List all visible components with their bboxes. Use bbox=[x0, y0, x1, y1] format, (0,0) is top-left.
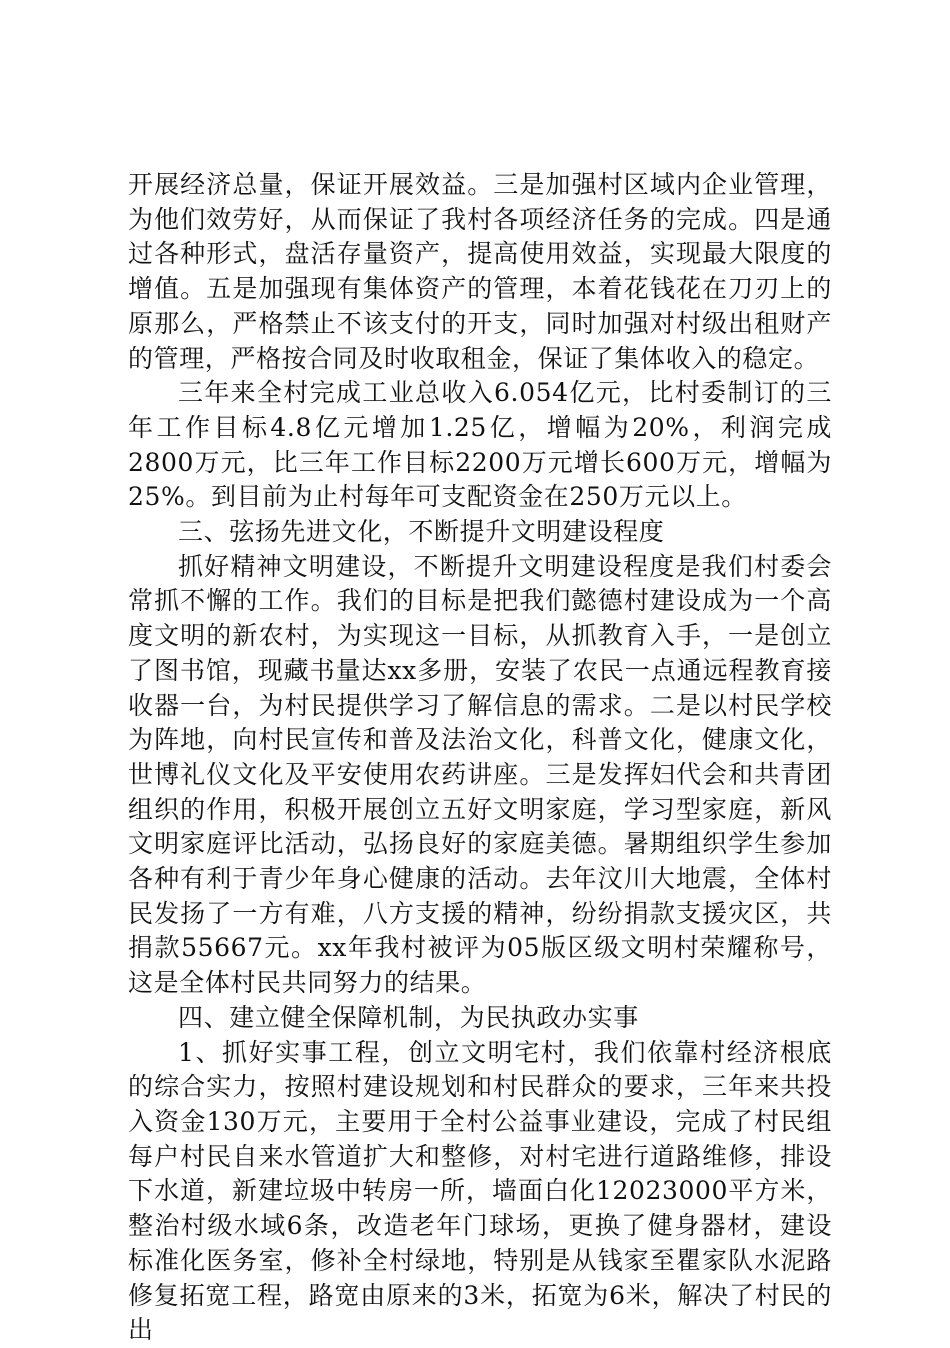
section-heading-four: 四、建立健全保障机制，为民执政办实事 bbox=[178, 1002, 639, 1032]
paragraph-practical-projects: 1、抓好实事工程，创立文明宅村，我们依靠村经济根底的综合实力，按照村建设规划和村民群众的要求，三年来共投入资金130万元，主要用于全村公益事业建设，完成了村民组每户村民自来水管道扩大和整修，对村宅进行道路维修，排设下水道，新建垃圾中转房一所，墙面白化12023000平方米，整治村级水域6条，改造老年门球场，更换了健身器材，建设标准化医务室，修补全村绿地，特别是从钱家至瞿家队水泥路修复拓宽工程，路宽由原来的3米，拓宽为6米，解决了村民的出 bbox=[128, 1037, 832, 1345]
paragraph-continuation: 开展经济总量，保证开展效益。三是加强村区域内企业管理，为他们效劳好，从而保证了我村各项经济任务的完成。四是通过各种形式，盘活存量资产，提高使用效益，实现最大限度的增值。五是加强现有集体资产的管理，本着花钱花在刀刃上的原那么，严格禁止不该支付的开支，同时加强对村级出租财产的管理，严格按合同及时收取租金，保证了集体收入的稳定。 bbox=[128, 170, 832, 373]
document-body bbox=[128, 168, 832, 1348]
paragraph-civilization-building: 抓好精神文明建设，不断提升文明建设程度是我们村委会常抓不懈的工作。我们的目标是把我们懿德村建设成为一个高度文明的新农村，为实现这一目标，从抓教育入手，一是创立了图书馆，现藏书量达xx多册，安装了农民一点通远程教育接收器一台，为村民提供学习了解信息的需求。二是以村民学校为阵地，向村民宣传和普及法治文化，科普文化，健康文化，世博礼仪文化及平安使用农药讲座。三是发挥妇代会和共青团组织的作用，积极开展创立五好文明家庭，学习型家庭，新风文明家庭评比活动，弘扬良好的家庭美德。暑期组织学生参加各种有利于青少年身心健康的活动。去年汶川大地震，全体村民发扬了一方有难，八方支援的精神，纷纷捐款支援灾区，共捐款55667元。xx年我村被评为05版区级文明村荣耀称号，这是全体村民共同努力的结果。 bbox=[128, 551, 832, 998]
paragraph-industrial-income: 三年来全村完成工业总收入6.054亿元，比村委制订的三年工作目标4.8亿元增加1.25亿，增幅为20%，利润完成2800万元，比三年工作目标2200万元增长600万元，增幅为25%。到目前为止村每年可支配资金在250万元以上。 bbox=[128, 378, 832, 512]
section-heading-three: 三、弦扬先进文化，不断提升文明建设程度 bbox=[178, 517, 665, 547]
